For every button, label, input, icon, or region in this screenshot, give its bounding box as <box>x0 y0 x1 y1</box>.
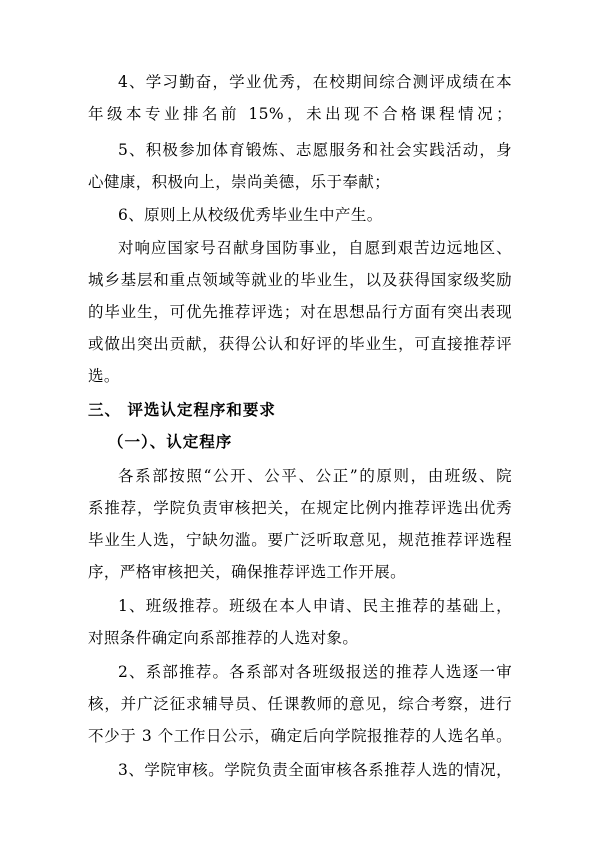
paragraph-line: 对照条件确定向系部推荐的人选对象。 <box>88 629 359 647</box>
paragraph-line: 或做出突出贡献，获得公认和好评的毕业生，可直接推荐评 <box>88 335 512 353</box>
paragraph-line: 选。 <box>88 367 120 385</box>
paragraph-line: 核，并广泛征求辅导员、任课教师的意见，综合考察，进行 <box>88 695 512 713</box>
paragraph-line: 城乡基层和重点领域等就业的毕业生，以及获得国家级奖励 <box>88 271 512 289</box>
paragraph-line: 不少于 3 个工作日公示，确定后向学院报推荐的人选名单。 <box>88 727 512 745</box>
paragraph-line: 1、班级推荐。班级在本人申请、民主推荐的基础上， <box>118 597 512 615</box>
paragraph-line: 5、积极参加体育锻炼、志愿服务和社会实践活动，身 <box>118 141 512 159</box>
paragraph-line: 年级本专业排名前 15%，未出现不合格课程情况； <box>88 105 512 123</box>
section-heading: 三、 评选认定程序和要求 <box>88 400 276 419</box>
paragraph-line: 6、原则上从校级优秀毕业生中产生。 <box>118 206 383 224</box>
paragraph-line: 序，严格审核把关，确保推荐评选工作开展。 <box>88 563 407 581</box>
paragraph-line: 对响应国家号召献身国防事业，自愿到艰苦边远地区、 <box>118 239 512 257</box>
paragraph-line: 各系部按照“公开、公平、公正”的原则，由班级、院 <box>118 467 512 485</box>
paragraph-line: 心健康，积极向上，崇尚美德，乐于奉献； <box>88 173 391 191</box>
paragraph-line: 2、系部推荐。各系部对各班级报送的推荐人选逐一审 <box>118 663 512 681</box>
paragraph-line: 的毕业生，可优先推荐评选；对在思想品行方面有突出表现 <box>88 303 512 321</box>
subsection-heading: （一）、认定程序 <box>108 432 233 451</box>
paragraph-line: 4、学习勤奋，学业优秀，在校期间综合测评成绩在本 <box>118 73 512 91</box>
paragraph-line: 毕业生人选，宁缺勿滥。要广泛听取意见，规范推荐评选程 <box>88 531 512 549</box>
paragraph-line: 3、学院审核。学院负责全面审核各系推荐人选的情况， <box>118 761 512 779</box>
paragraph-line: 系推荐，学院负责审核把关，在规定比例内推荐评选出优秀 <box>88 499 512 517</box>
